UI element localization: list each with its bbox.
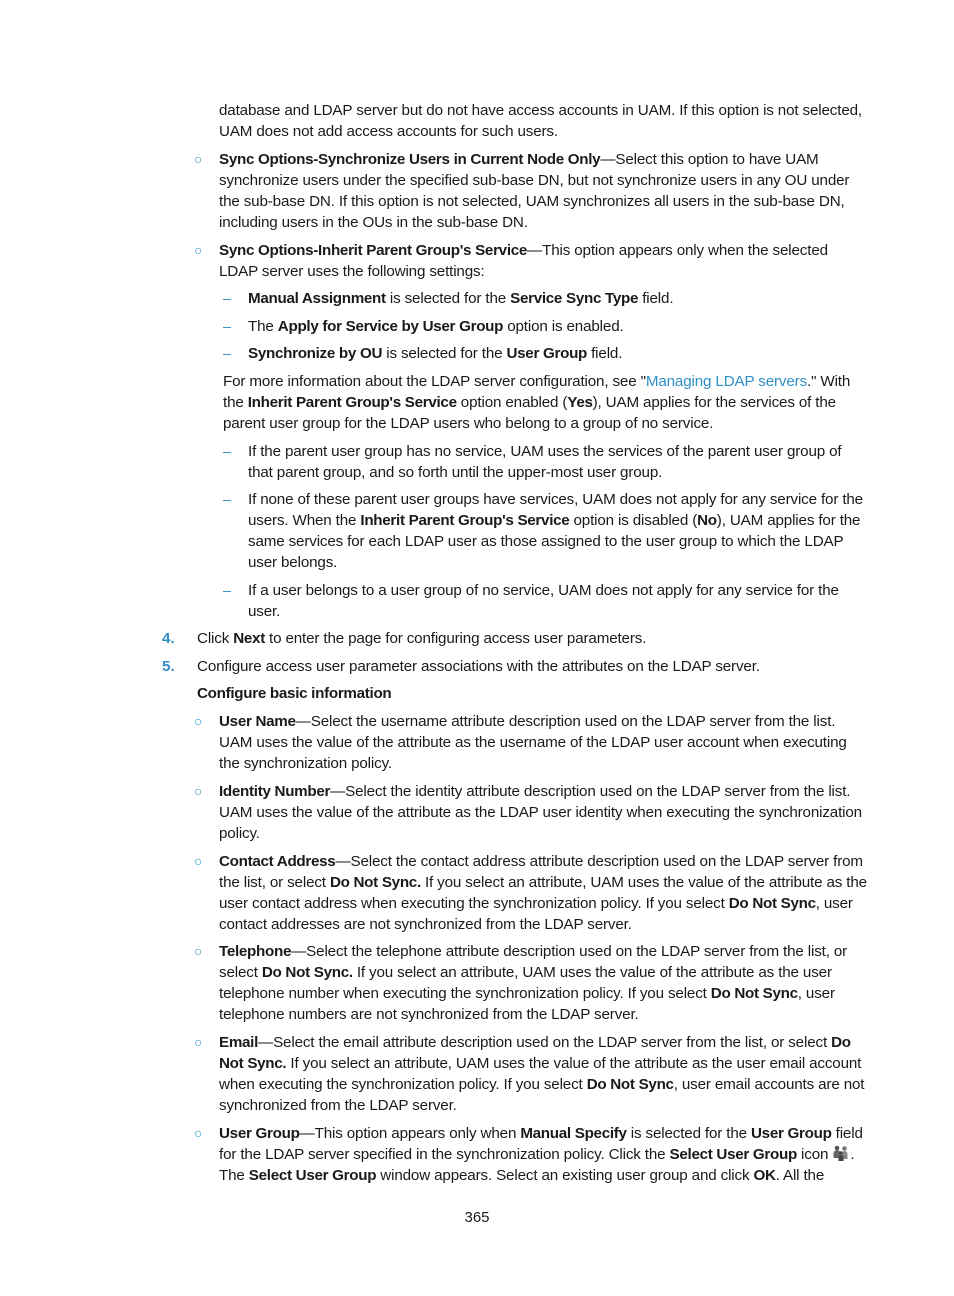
field-identity-number: Identity Number—Select the identity attribute description used on the LDAP server from the list. UAM uses the value of the attribute as the LDAP user identity when executing the synchronization policy. bbox=[219, 783, 862, 842]
dash-marker: – bbox=[223, 345, 231, 361]
user-group-icon[interactable] bbox=[832, 1144, 850, 1162]
setting-item: The Apply for Service by User Group option is enabled. bbox=[248, 318, 624, 335]
dash-marker: – bbox=[223, 318, 231, 334]
rule-item: If a user belongs to a user group of no service, UAM does not apply for any service for the user. bbox=[248, 582, 839, 620]
dash-marker: – bbox=[223, 491, 231, 507]
bullet-marker: ○ bbox=[194, 783, 203, 799]
bullet-marker: ○ bbox=[194, 853, 203, 869]
field-email: Email—Select the email attribute description used on the LDAP server from the list, or select Do Not Sync. If you select an attribute, UAM uses the value of the attribute as the user email account when executing the synchronization policy. If you select Do Not Sync, user email accounts are not synchronized from the LDAP server. bbox=[219, 1034, 865, 1114]
dash-marker: – bbox=[223, 290, 231, 306]
step-item: Configure access user parameter associations with the attributes on the LDAP server. bbox=[197, 658, 760, 675]
field-contact-address: Contact Address—Select the contact address attribute description used on the LDAP server from the list, or select Do Not Sync. If you select an attribute, UAM uses the value of the attribute as the user contact address when executing the synchronization policy. If you select Do Not Sync, user contact addresses are not synchronized from the LDAP server. bbox=[219, 853, 867, 933]
bullet-marker: ○ bbox=[194, 713, 203, 729]
rule-item: If none of these parent user groups have services, UAM does not apply for any service for the users. When the Inherit Parent Group's Service option is disabled (No), UAM applies for the same services for each LDAP user as those assigned to the user group to which the LDAP user belongs. bbox=[248, 491, 863, 571]
bullet-marker: ○ bbox=[194, 943, 203, 959]
bullet-marker: ○ bbox=[194, 242, 203, 258]
bullet-marker: ○ bbox=[194, 1125, 203, 1141]
setting-item: Synchronize by OU is selected for the User Group field. bbox=[248, 345, 623, 362]
dash-marker: – bbox=[223, 582, 231, 598]
sync-inherit-item: Sync Options-Inherit Parent Group's Service—This option appears only when the selected LDAP server uses the following settings: bbox=[219, 242, 828, 280]
field-user-group: User Group—This option appears only when Manual Specify is selected for the User Group field for the LDAP server specified in the synchronization policy. Click the Select User Group icon . The Select User Group window appears. Select an existing user group and click OK. All the bbox=[219, 1125, 863, 1184]
bullet-marker: ○ bbox=[194, 151, 203, 167]
rule-item: If the parent user group has no service, UAM uses the services of the parent user group of that parent group, and so forth until the upper-most user group. bbox=[248, 443, 842, 481]
subheading: Configure basic information bbox=[197, 685, 392, 702]
field-telephone: Telephone—Select the telephone attribute description used on the LDAP server from the list, or select Do Not Sync. If you select an attribute, UAM uses the value of the attribute as the user telephone number when executing the synchronization policy. If you select Do Not Sync, user telephone numbers are not synchronized from the LDAP server. bbox=[219, 943, 848, 1023]
field-user-name: User Name—Select the username attribute description used on the LDAP server from the list. UAM uses the value of the attribute as the username of the LDAP user account when executing the synchronization policy. bbox=[219, 713, 847, 772]
managing-ldap-servers-link[interactable]: Managing LDAP servers bbox=[645, 373, 808, 390]
more-info-paragraph: For more information about the LDAP server configuration, see "Managing LDAP servers." With the Inherit Parent Group's Service option enabled (Yes), UAM applies for the services of the parent user group for the LDAP users who belong to a group of no service. bbox=[223, 373, 851, 432]
dash-marker: – bbox=[223, 443, 231, 459]
step-number: 5. bbox=[162, 658, 175, 675]
bullet-marker: ○ bbox=[194, 1034, 203, 1050]
step-number: 4. bbox=[162, 630, 175, 647]
setting-item: Manual Assignment is selected for the Service Sync Type field. bbox=[248, 290, 674, 307]
continuation-paragraph: database and LDAP server but do not have access accounts in UAM. If this option is not selected, UAM does not add access accounts for such users. bbox=[219, 102, 862, 140]
sync-current-node-item: Sync Options-Synchronize Users in Current Node Only—Select this option to have UAM synchronize users under the specified sub-base DN, but not synchronize users in any OU under the sub-base DN. If this option is not selected, UAM synchronizes all users in the sub-base DN, including users in the OUs in the sub-base DN. bbox=[219, 151, 850, 231]
page-number: 365 bbox=[464, 1209, 490, 1226]
step-item: Click Next to enter the page for configuring access user parameters. bbox=[197, 630, 647, 647]
